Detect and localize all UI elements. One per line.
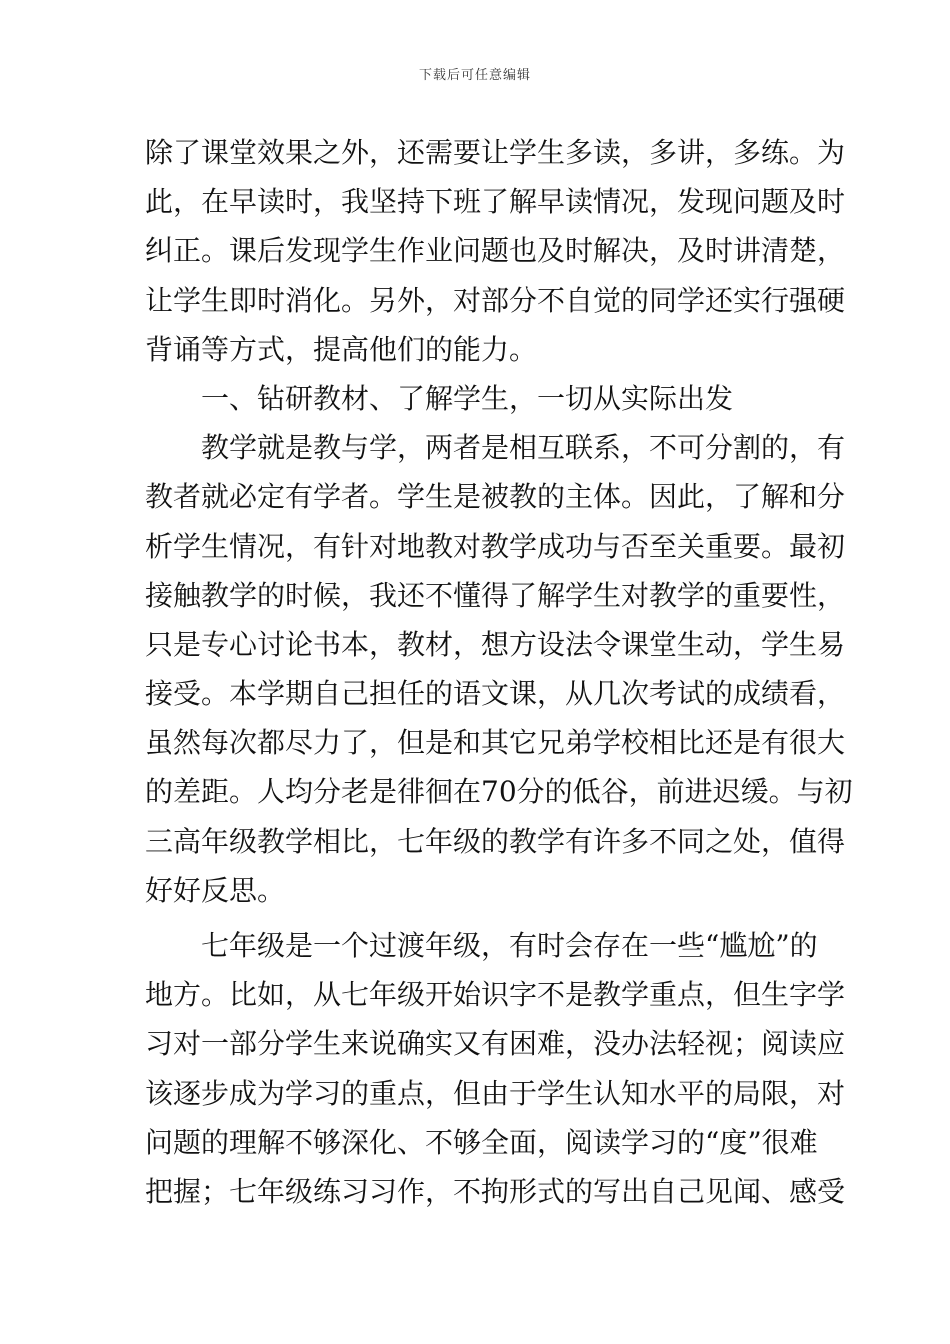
document-body	[145, 128, 853, 1216]
text-line: 虽然每次都尽力了，但是和其它兄弟学校相比还是有很大	[145, 726, 846, 760]
paragraph	[145, 128, 846, 374]
text-line: 三高年级教学相比，七年级的教学有许多不同之处，值得	[145, 824, 846, 858]
text-line: 除了课堂效果之外，还需要让学生多读，多讲，多练。为	[145, 136, 846, 169]
text-line: 问题的理解不够深化、不够全面，阅读学习的“度”很难	[145, 1125, 818, 1159]
text-line: 教学就是教与学，两者是相互联系，不可分割的，有	[201, 431, 846, 465]
text-line: 把握；七年级练习习作，不拘形式的写出自己见闻、感受	[145, 1174, 846, 1208]
paragraph	[145, 423, 853, 915]
paragraph	[145, 921, 846, 1216]
text-line: 只是专心讨论书本，教材，想方设法令课堂生动，学生易	[145, 627, 846, 661]
page-header-note: 下载后可任意编辑	[418, 68, 531, 83]
text-line: 此，在早读时，我坚持下班了解早读情况，发现问题及时	[145, 185, 846, 219]
section-heading	[145, 374, 807, 423]
text-line: 的差距。人均分老是徘徊在70分的低谷，前进迟缓。与初	[145, 775, 853, 809]
text-line: 习对一部分学生来说确实又有困难，没办法轻视；阅读应	[145, 1027, 846, 1061]
text-line: 好好反思。	[145, 873, 286, 907]
text-line: 地方。比如，从七年级开始识字不是教学重点，但生字学	[145, 978, 846, 1012]
text-line: 让学生即时消化。另外，对部分不自觉的同学还实行强硬	[145, 283, 846, 317]
text-line: 教者就必定有学者。学生是被教的主体。因此，了解和分	[145, 480, 846, 514]
text-line: 接触教学的时候，我还不懂得了解学生对教学的重要性，	[145, 578, 846, 612]
text-line: 背诵等方式，提高他们的能力。	[145, 332, 538, 366]
text-line: 接受。本学期自己担任的语文课，从几次考试的成绩看，	[145, 677, 846, 711]
text-line: 纠正。课后发现学生作业问题也及时解决，及时讲清楚，	[145, 234, 846, 268]
text-line: 析学生情况，有针对地教对教学成功与否至关重要。最初	[145, 529, 846, 563]
text-line: 一、钻研教材、了解学生，一切从实际出发	[201, 381, 734, 415]
text-line: 七年级是一个过渡年级，有时会存在一些“尴尬”的	[201, 929, 818, 962]
text-line: 该逐步成为学习的重点，但由于学生认知水平的局限，对	[145, 1076, 846, 1110]
